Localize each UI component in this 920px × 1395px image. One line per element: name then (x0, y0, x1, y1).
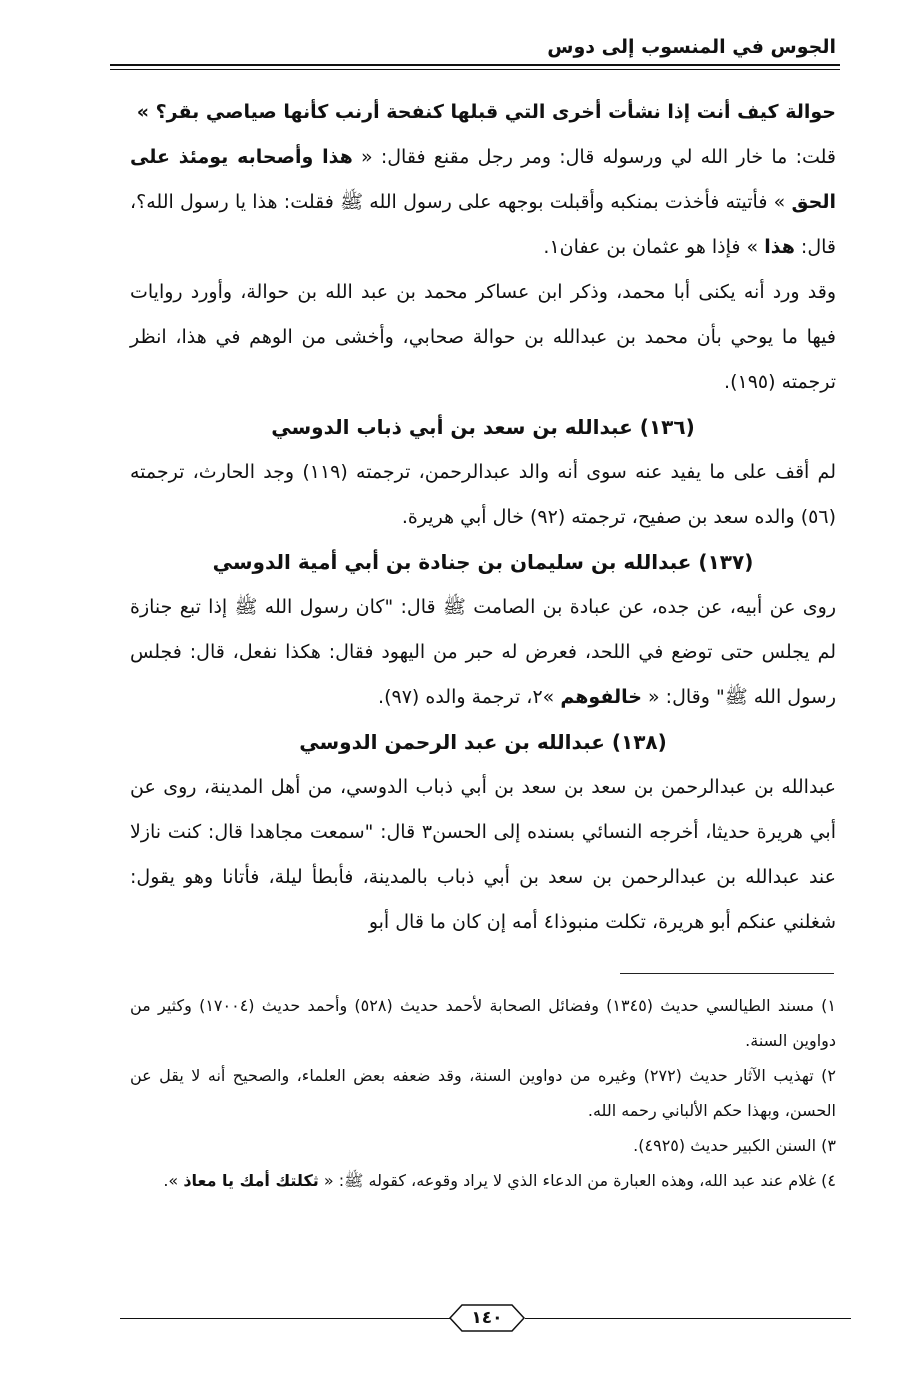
footnote-separator (620, 973, 834, 974)
quoted-hadith-bold: هذا وأصحابه يومئذ على الحق (130, 146, 836, 213)
quoted-hadith-bold: ثكلتك أمك يا معاذ (183, 1171, 319, 1190)
text-run: » فأتيته فأخذت بمنكبه وأقبلت بوجهه على رسول الله ﷺ فقلت: هذا يا رسول الله؟، قال: (130, 191, 836, 258)
quoted-word-bold: هذا (764, 236, 795, 258)
footnote-4 (130, 1163, 836, 1198)
main-text (130, 90, 836, 945)
paragraph-entry-137 (130, 585, 836, 720)
page-number: ١٤٠ (471, 1308, 503, 1328)
paragraph-hadith (130, 135, 836, 270)
footnotes (130, 988, 836, 1198)
paragraph-note: وقد ورد أنه يكنى أبا محمد، وذكر ابن عساكر محمد بن عبد الله بن حوالة، وأورد روايات فيها ما يوحي بأن محمد بن عبدالله بن حوالة صحابي، وأخشى من الوهم في هذا، انظر ترجمته (١٩٥). (130, 281, 836, 393)
footnote-2: ٢) تهذيب الآثار حديث (٢٧٢) وغيره من دواوين السنة، وقد ضعفه بعض العلماء، والصحيح أنه لا يقل عن الحسن، وبهذا حكم الألباني رحمه الله. (130, 1066, 837, 1120)
footer-rule-right (525, 1318, 851, 1319)
text-run: ». (163, 1171, 184, 1190)
header-rule-thick (110, 64, 840, 66)
entry-title-138: (١٣٨) عبدالله بن عبد الرحمن الدوسي (299, 730, 667, 754)
text-run: ٤) غلام عند عبد الله، وهذه العبارة من الدعاء الذي لا يراد وقوعه، كقوله ﷺ: « (318, 1171, 836, 1190)
footnote-3: ٣) السنن الكبير حديث (٤٩٢٥). (633, 1136, 836, 1155)
footnote-1: ١) مسند الطيالسي حديث (١٣٤٥) وفضائل الصحابة لأحمد حديث (٥٢٨) وأحمد حديث (١٧٠٠٤) وكثير من دواوين السنة. (130, 996, 837, 1050)
running-title: الجوس في المنسوب إلى دوس (547, 36, 836, 58)
entry-title-136: (١٣٦) عبدالله بن سعد بن أبي ذباب الدوسي (271, 415, 695, 439)
text-run: »٢، ترجمة والده (٩٧). (378, 686, 561, 708)
text-run: » فإذا هو عثمان بن عفان١. (543, 236, 765, 258)
text-run: روى عن أبيه، عن جده، عن عبادة بن الصامت ﷺ قال: "كان رسول الله ﷺ إذا تبع جنازة لم يجلس حتى توضع في اللحد، فعرض له حبر من اليهود فقال: هكذا نفعل، قال: فجلس رسول الله ﷺ" وقال: « (130, 596, 836, 708)
paragraph-continuation: حوالة كيف أنت إذا نشأت أخرى التي قبلها كنفحة أرنب كأنها صياصي بقر؟ » (136, 101, 836, 123)
footer-rule-left (120, 1318, 450, 1319)
entry-title-137: (١٣٧) عبدالله بن سليمان بن جنادة بن أبي أمية الدوسي (212, 550, 754, 574)
text-run: قلت: ما خار الله لي ورسوله قال: ومر رجل مقنع فقال: « (352, 146, 837, 168)
paragraph-entry-138: عبدالله بن عبدالرحمن بن سعد بن سعد بن أبي ذباب الدوسي، من أهل المدينة، روى عن أبي هريرة حديثا، أخرجه النسائي بسنده إلى الحسن٣ قال: "سمعت مجاهدا قال: كنت نازلا عند عبدالله بن عبدالرحمن بن سعد بن أبي ذباب بالمدينة، فأبطأ ليلة، فأتانا وهو يقول: شغلني عنكم أبو هريرة، تكلت منبوذا٤ أمه إن كان ما قال أبو (130, 776, 836, 933)
header-rule-thin (110, 69, 840, 70)
paragraph-entry-136: لم أقف على ما يفيد عنه سوى أنه والد عبدالرحمن، ترجمته (١١٩) وجد الحارث، ترجمته (٥٦) والده سعد بن صفيح، ترجمته (٩٢) خال أبي هريرة. (130, 461, 836, 528)
quoted-word-bold: خالفوهم (560, 686, 642, 708)
